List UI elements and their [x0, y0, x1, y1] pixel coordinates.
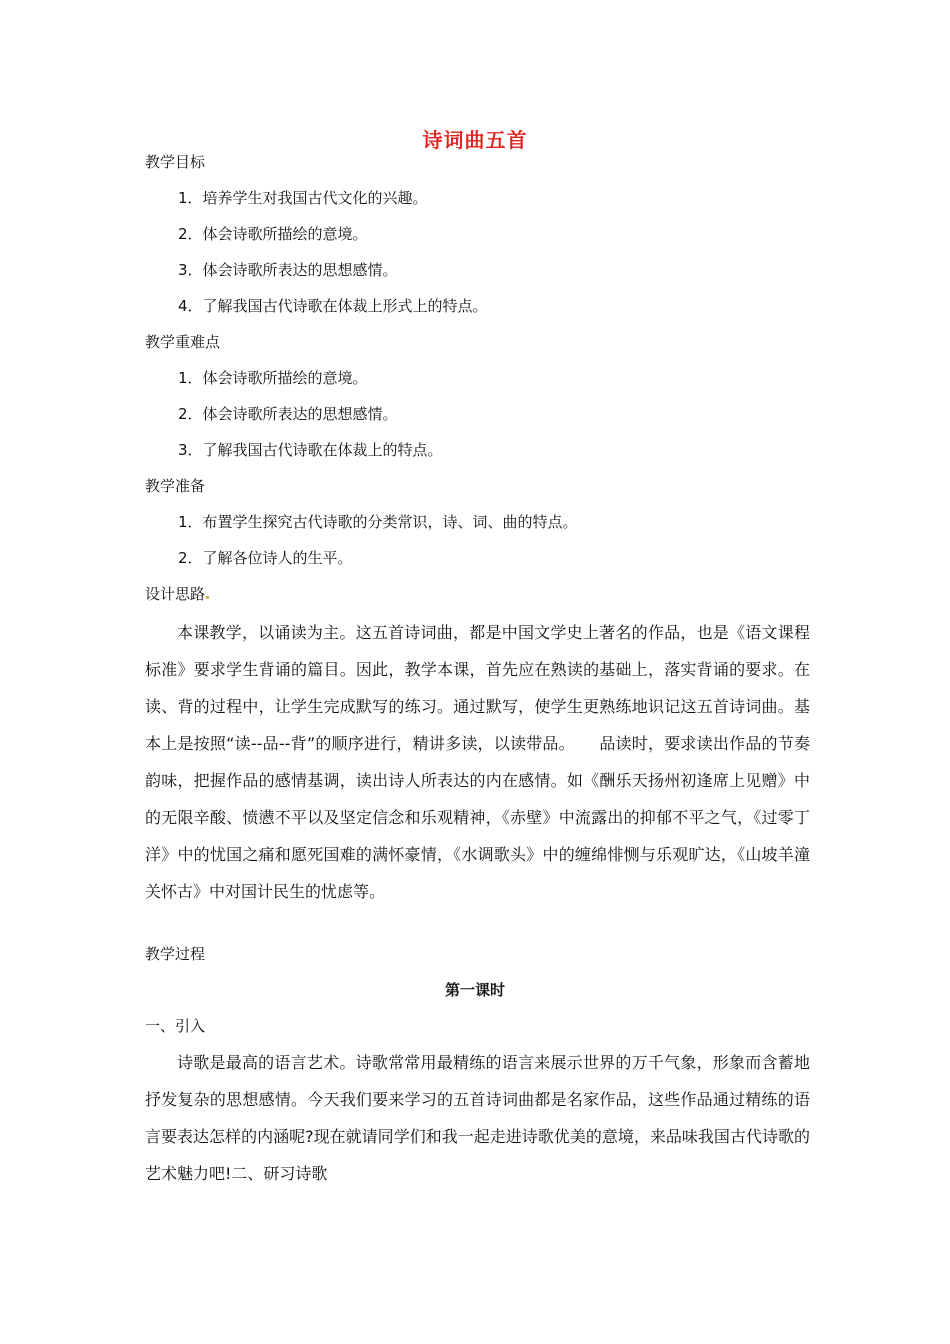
key-point-item: 2．体会诗歌所表达的思想感情。: [178, 405, 398, 423]
key-point-item: 1．体会诗歌所描绘的意境。: [178, 369, 368, 387]
goal-item: 2．体会诗歌所描绘的意境。: [178, 225, 368, 243]
goals-heading: 教学目标: [145, 153, 206, 171]
preparation-heading: 教学准备: [145, 477, 206, 495]
lesson-title: 第一课时: [444, 981, 505, 999]
section-heading: 一、引入: [145, 1017, 206, 1035]
key-point-item: 3．了解我国古代诗歌在体裁上的特点。: [178, 441, 443, 459]
page-title: 诗词曲五首: [422, 128, 528, 152]
design-paragraph: 本课教学，以诵读为主。这五首诗词曲，都是中国文学史上著名的作品，也是《语文课程标准》要求学生背诵的篇目。因此，教学本课，首先应在熟读的基础上，落实背诵的要求。在读、背的过程中，让学生完成默写的练习。通过默写，使学生更熟练地识记这五首诗词曲。基本上是按照“读--品--背”的顺序进行，精讲多读，以读带品。 品读时，要求读出作品的节奏韵味，把握作品的感情基调，读出诗人所表达的内在感情。如《酬乐天扬州初逢席上见赠》中的无限辛酸、愤懑不平以及坚定信念和乐观精神，《赤壁》中流露出的抑郁不平之气，《过零丁洋》中的忧国之痛和愿死国难的满怀豪情，《水调歌头》中的缠绵悱恻与乐观旷达，《山坡羊潼关怀古》中对国计民生的忧虑等。: [145, 623, 810, 901]
key-points-heading: 教学重难点: [145, 333, 221, 351]
goal-item: 1．培养学生对我国古代文化的兴趣。: [178, 189, 428, 207]
marker-dot: [206, 596, 209, 599]
preparation-item: 1．布置学生探究古代诗歌的分类常识，诗、词、曲的特点。: [178, 513, 578, 531]
preparation-item: 2．了解各位诗人的生平。: [178, 549, 353, 567]
design-heading: 设计思路: [145, 585, 206, 603]
goal-item: 3．体会诗歌所表达的思想感情。: [178, 261, 398, 279]
process-heading: 教学过程: [145, 945, 206, 963]
goal-item: 4．了解我国古代诗歌在体裁上形式上的特点。: [178, 297, 488, 315]
design-heading-row: [145, 584, 209, 604]
intro-paragraph: 诗歌是最高的语言艺术。诗歌常常用最精练的语言来展示世界的万千气象，形象而含蓄地抒发复杂的思想感情。今天我们要来学习的五首诗词曲都是名家作品，这些作品通过精练的语言要表达怎样的内涵呢?现在就请同学们和我一起走进诗歌优美的意境，来品味我国古代诗歌的艺术魅力吧!二、研习诗歌: [145, 1053, 810, 1183]
